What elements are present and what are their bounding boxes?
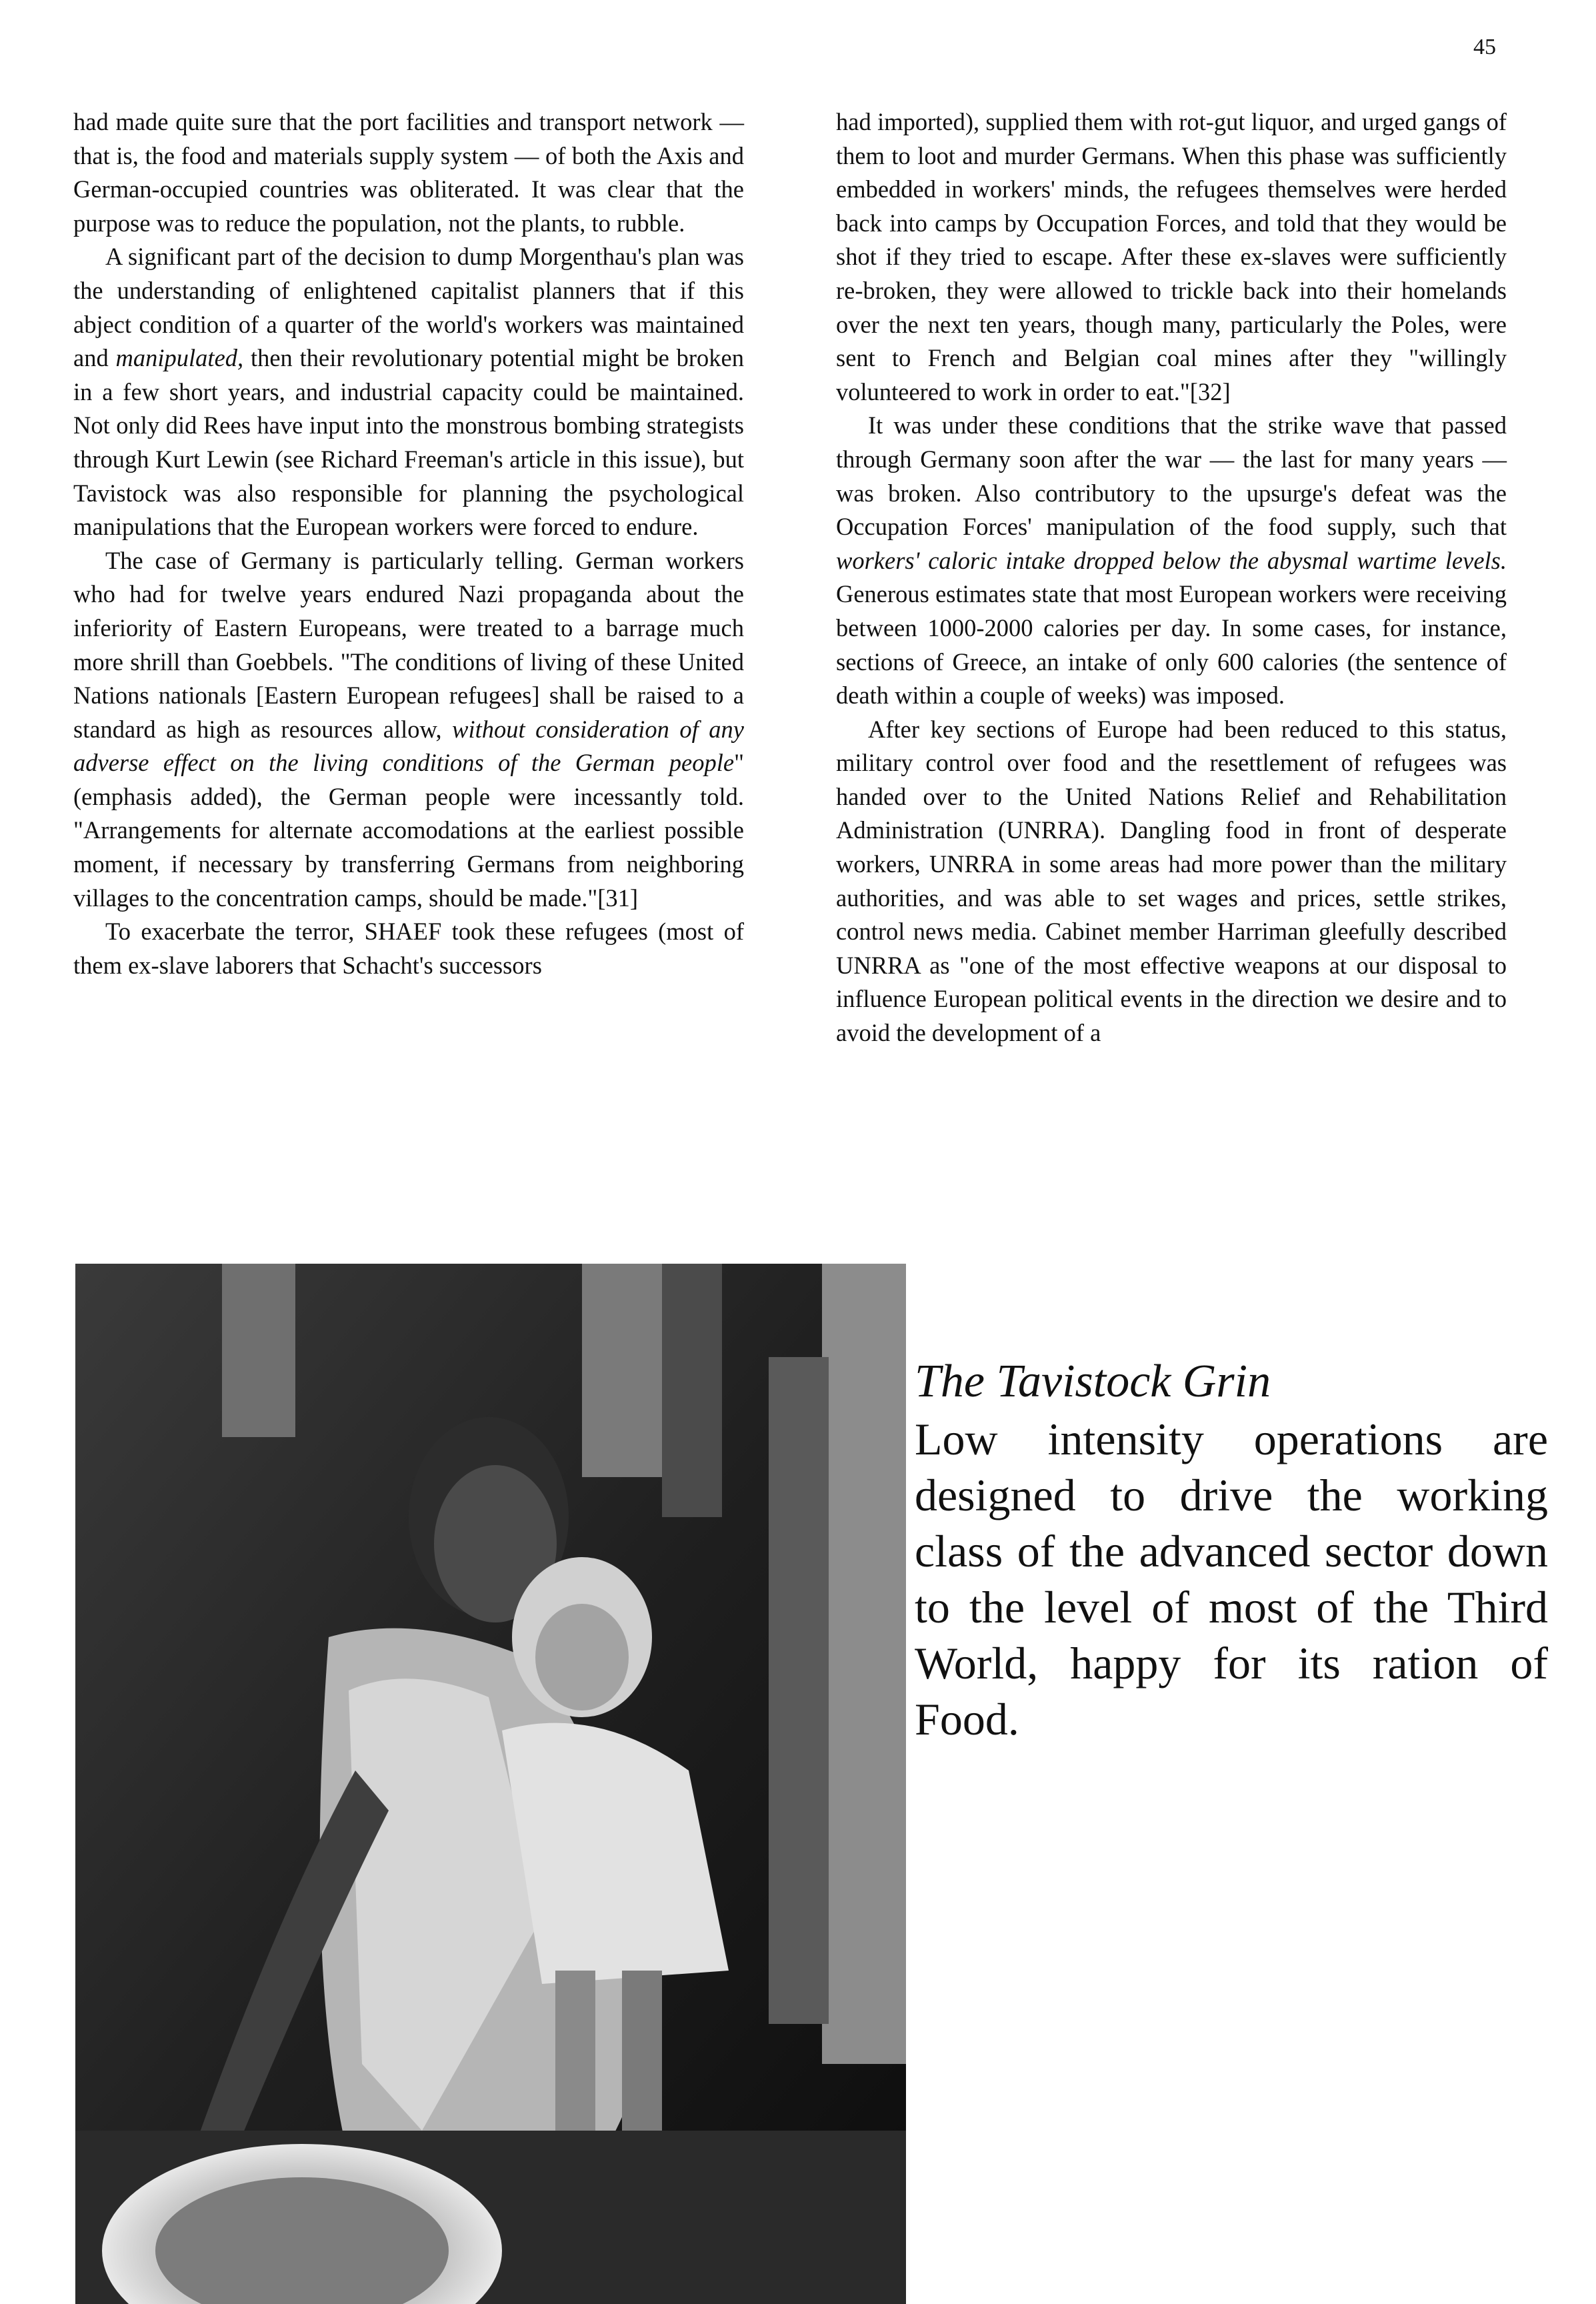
left-text-column xyxy=(73,105,744,982)
text-run: then their revolutionary potential might be broken in a few short years, and industrial capacity could be maintained. Not only did Rees have input into the monstrous bombing strategists through Kurt Lewin (see Richard Freeman's article in this issue), but Tavistock was also responsible for planning the psychological manipulations that the European workers were forced to endure. xyxy=(73,344,744,541)
text-run: A significant part of the decision to dump Morgenthau's plan was the understanding of enlightened capitalist planners that if this abject condition of a quarter of the world's workers was maintained and xyxy=(73,243,744,372)
paragraph: To exacerbate the terror, SHAEF took these refugees (most of them ex-slave laborers that Schacht's successors xyxy=(73,918,744,979)
emphasis-text: without consideration of any adverse effect on the living conditions of the German people xyxy=(73,715,744,777)
caption-body: Low intensity operations are designed to drive the working class of the advanced sector down to the level of most of the Third World, happy for its ration of Food. xyxy=(915,1414,1548,1745)
paragraph xyxy=(73,240,744,543)
emphasis-text: workers' caloric intake dropped below the abysmal wartime levels. xyxy=(836,546,1507,574)
text-run: It was under these conditions that the strike wave that passed through Germany soon after the war — the last for many years — was broken. Also contributory to the upsurge's defeat was the Occupation Forces' manipulation of the food supply, such that xyxy=(836,411,1507,541)
photo-caption xyxy=(915,1354,1548,1747)
page-number: 45 xyxy=(1473,35,1496,59)
right-text-column xyxy=(836,105,1507,1050)
paragraph xyxy=(73,544,744,916)
text-run: Generous estimates state that most European workers were receiving between 1000-2000 calories per day. In some cases, for instance, sections of Greece, an intake of only 600 calories (the sentence of death within a couple of weeks) was imposed. xyxy=(836,580,1507,710)
photo-woman-child-food-plate xyxy=(75,1264,906,2304)
text-run: " (emphasis added), the German people were incessantly told. "Arrangements for alternate accomodations at the earliest possible moment, if necessary by transferring Germans from neighboring villages to the concentration camps, should be made."[31] xyxy=(73,749,744,912)
paragraph: had imported), supplied them with rot-gut liquor, and urged gangs of them to loot and murder Germans. When this phase was sufficiently embedded in workers' minds, the refugees themselves were herded back into camps by Occupation Forces, and told that they would be shot if they tried to escape. After these ex-slaves were sufficiently re-broken, they were allowed to trickle back into their homelands over the next ten years, though many, particularly the Poles, were sent to French and Belgian coal mines after they "willingly volunteered to work in order to eat."[32] xyxy=(836,108,1507,405)
emphasis-text: manipulated, xyxy=(115,344,244,372)
caption-title: The Tavistock Grin xyxy=(915,1356,1271,1407)
paragraph xyxy=(836,409,1507,712)
text-run: The case of Germany is particularly telling. German workers who had for twelve years endured Nazi propaganda about the inferiority of Eastern Europeans, were treated to a barrage much more shrill than Goebbels. "The conditions of living of these United Nations nationals [Eastern European refugees] shall be raised to a standard as high as resources allow, xyxy=(73,546,744,743)
paragraph: had made quite sure that the port facilities and transport network — that is, the food and materials supply system — of both the Axis and German-occupied countries was obliterated. It was clear that the purpose was to reduce the population, not the plants, to rubble. xyxy=(73,108,744,237)
paragraph: After key sections of Europe had been reduced to this status, military control over food and the resettlement of refugees was handed over to the United Nations Relief and Rehabilitation Administration (UNRRA). Dangling food in front of desperate workers, UNRRA in some areas had more power than the military authorities, and was able to set wages and prices, settle strikes, control news media. Cabinet member Harriman gleefully described UNRRA as "one of the most effective weapons at our disposal to influence European political events in the direction we desire and to avoid the development of a xyxy=(836,715,1507,1047)
